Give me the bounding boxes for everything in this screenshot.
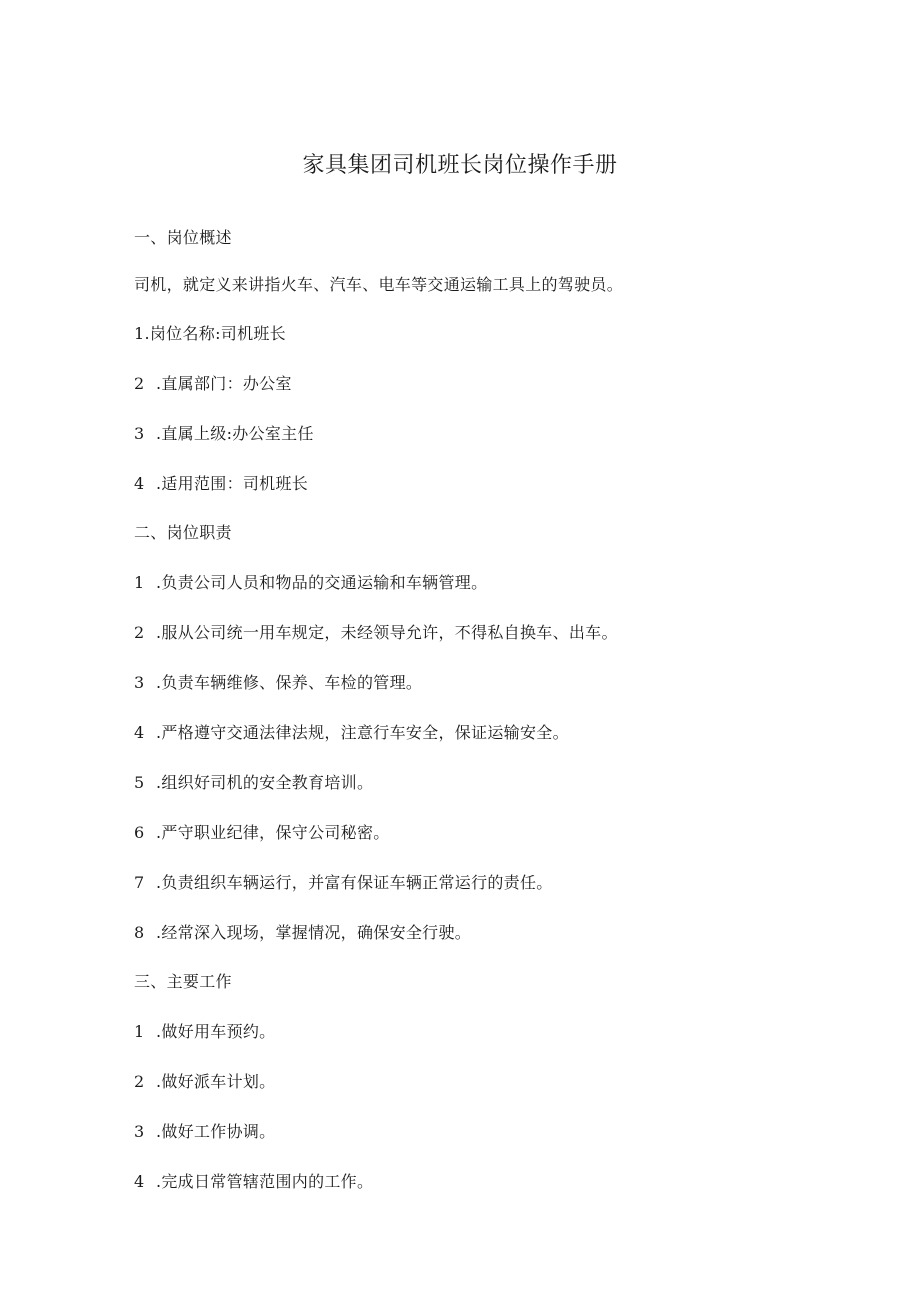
list-item-text: .直属部门：办公室 xyxy=(156,374,292,393)
list-item xyxy=(134,422,314,446)
list-item-text: .负责公司人员和物品的交通运输和车辆管理。 xyxy=(156,573,488,592)
list-item-number: 4 xyxy=(134,1172,145,1191)
list-item-number: 2 xyxy=(134,374,145,393)
list-item-number: 3 xyxy=(134,673,145,692)
section-heading-duties: 二、岗位职责 xyxy=(134,523,232,542)
list-item-number: 6 xyxy=(134,823,145,842)
list-item xyxy=(134,721,569,745)
document-title: 家具集团司机班长岗位操作手册 xyxy=(302,153,618,178)
list-item-number: 4 xyxy=(134,474,145,493)
list-item-number: 2 xyxy=(134,623,145,642)
section-heading-overview: 一、岗位概述 xyxy=(134,228,232,247)
list-item xyxy=(134,1120,276,1144)
list-item-text: .严格遵守交通法律法规，注意行车安全，保证运输安全。 xyxy=(156,723,569,742)
list-item-number: 3 xyxy=(134,424,145,443)
list-item xyxy=(134,472,308,496)
list-item xyxy=(134,821,390,845)
list-item xyxy=(134,1020,276,1044)
list-item-text: .严守职业纪律，保守公司秘密。 xyxy=(156,823,390,842)
list-item-number: 1. xyxy=(134,324,150,343)
list-item-number: 4 xyxy=(134,723,145,742)
list-item-number: 1 xyxy=(134,1022,145,1041)
list-item-text: .经常深入现场，掌握情况，确保安全行驶。 xyxy=(156,923,472,942)
list-item xyxy=(134,621,618,645)
list-item-text: .做好用车预约。 xyxy=(156,1022,276,1041)
list-item-text: .适用范围：司机班长 xyxy=(156,474,309,493)
list-item-number: 3 xyxy=(134,1122,145,1141)
list-item xyxy=(134,571,487,595)
list-item-text: .做好派车计划。 xyxy=(156,1072,276,1091)
list-item xyxy=(134,771,373,795)
list-item xyxy=(134,322,286,346)
list-item-number: 8 xyxy=(134,923,145,942)
list-item-text: .完成日常管辖范围内的工作。 xyxy=(156,1172,374,1191)
list-item xyxy=(134,1070,276,1094)
list-item xyxy=(134,871,553,895)
list-item-text: .负责组织车辆运行，并富有保证车辆正常运行的责任。 xyxy=(156,873,553,892)
list-item-number: 5 xyxy=(134,773,145,792)
list-item-number: 1 xyxy=(134,573,145,592)
list-item xyxy=(134,671,422,695)
section-heading-main-work: 三、主要工作 xyxy=(134,972,232,991)
section-intro-paragraph: 司机，就定义来讲指火车、汽车、电车等交通运输工具上的驾驶员。 xyxy=(134,275,624,294)
list-item-text: .组织好司机的安全教育培训。 xyxy=(156,773,374,792)
list-item xyxy=(134,372,292,396)
list-item-text: .服从公司统一用车规定，未经领导允许，不得私自换车、出车。 xyxy=(156,623,618,642)
list-item xyxy=(134,921,471,945)
list-item-text: .负责车辆维修、保养、车检的管理。 xyxy=(156,673,423,692)
list-item-number: 7 xyxy=(134,873,145,892)
list-item-text: 岗位名称:司机班长 xyxy=(149,324,286,343)
list-item-text: .做好工作协调。 xyxy=(156,1122,276,1141)
list-item xyxy=(134,1170,373,1194)
list-item-number: 2 xyxy=(134,1072,145,1091)
list-item-text: .直属上级:办公室主任 xyxy=(156,424,314,443)
